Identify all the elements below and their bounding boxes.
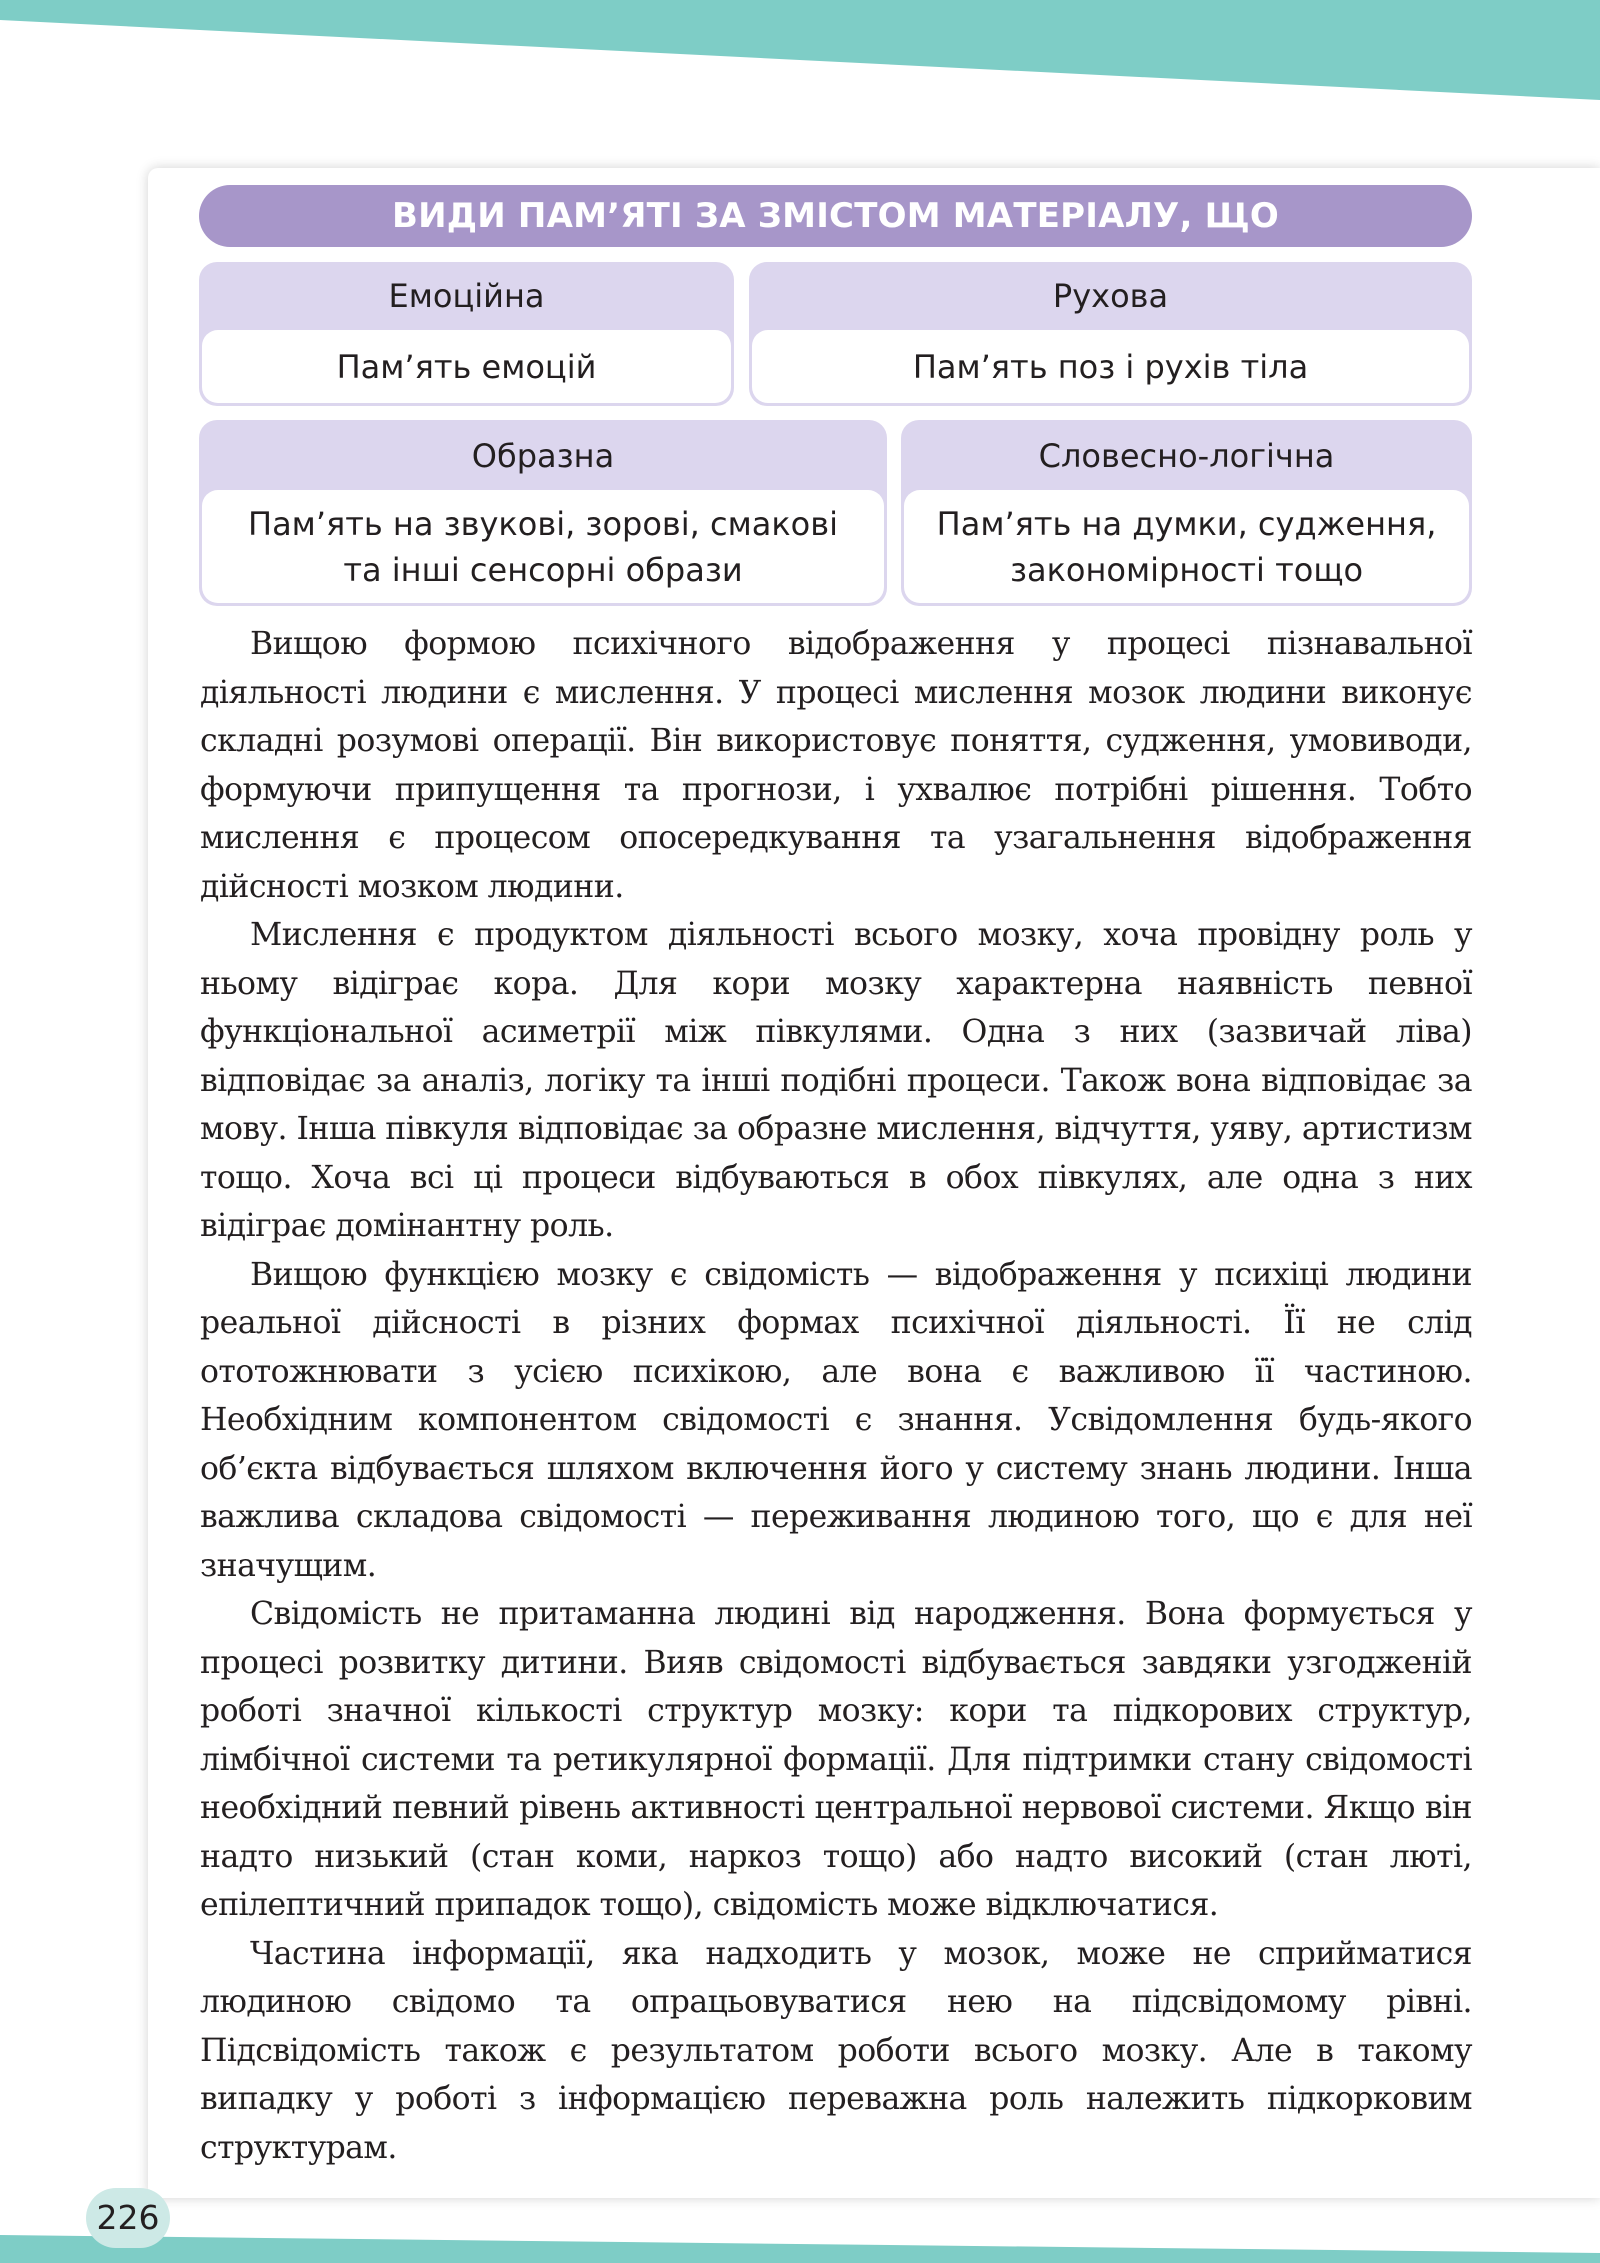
description-line: та інші сенсорні образи — [343, 550, 743, 589]
description-line: Пам’ять на звукові, зорові, смакові — [248, 504, 838, 543]
memory-type-name: Словесно-логічна — [1038, 437, 1335, 475]
memory-type-figurative — [199, 420, 887, 606]
paragraph: Частина інформації, яка надходить у мозок, може не сприйматися людиною свідомо та опрацьовуватися нею на підсвідомому рівні. Підсвідомість також є результатом роботи всього мозку. Але в такому випадку у роботі з інформацією переважна роль належить підкорковим структурам. — [200, 1935, 1472, 2166]
page-number: 226 — [86, 2188, 170, 2248]
memory-type-name: Емоційна — [388, 277, 545, 315]
description-line: Пам’ять на думки, судження, — [936, 504, 1437, 543]
paragraph: Свідомість не притаманна людині від народження. Вона формується у процесі розвитку дитини. Вияв свідомості відбувається завдяки узгодженій роботі значної кількості структур мозку: кори та підкорових структур, лімбічної системи та ретикулярної формації. Для підтримки стану свідомості необхідний певний рівень активності центральної нервової системи. Якщо він надто низький (стан коми, наркоз тощо) або надто високий (стан люті, епілептичний припадок тощо), свідомість може відключатися. — [200, 1596, 1472, 1923]
memory-type-description: Пам’ять емоцій — [202, 330, 731, 403]
paragraph: Мислення є продуктом діяльності всього мозку, хоча провідну роль у ньому відіграє кора. Для кори мозку характерна наявність певної функціональної асиметрії між півкулями. Одна з них (зазвичай ліва) відповідає за аналіз, логіку та інші подібні процеси. Також вона відповідає за мову. Інша півкуля відповідає за образне мислення, відчуття, уяву, артистизм тощо. Хоча всі ці процеси відбуваються в обох півкулях, але одна з них відіграє домінантну роль. — [200, 917, 1472, 1244]
memory-type-description: Пам’ять поз і рухів тіла — [752, 330, 1469, 403]
memory-type-name: Образна — [471, 437, 615, 475]
description-line: закономірності тощо — [1009, 550, 1364, 589]
body-text — [200, 620, 1472, 2172]
bottom-decorative-band — [0, 2195, 1600, 2263]
memory-type-name: Рухова — [1052, 277, 1169, 315]
paragraph: Вищою формою психічного відображення у процесі пізнавальної діяльності людини є мислення. У процесі мислення мозок людини виконує складні розумові операції. Він використовує поняття, судження, умовиводи, формуючи припущення та прогнози, і ухвалює потрібні рішення. Тобто мислення є процесом опосередкування та узагальнення відображення дійсності мозком людини. — [200, 626, 1472, 905]
diagram-title: ВИДИ ПАМ’ЯТІ ЗА ЗМІСТОМ МАТЕРІАЛУ, ЩО — [199, 185, 1472, 247]
top-decorative-band — [0, 0, 1600, 110]
paragraph: Вищою функцією мозку є свідомість — відображення у психіці людини реальної дійсності в різних формах психічної діяльності. Її не слід ототожнювати з усією психікою, але вона є важливою її частиною. Необхідним компонентом свідомості є знання. Усвідомлення будь-якого об’єкта відбувається шляхом включення його у систему знань людини. Інша важлива складова свідомості — переживання людиною того, що є для неї значущим. — [200, 1256, 1472, 1584]
memory-type-description — [202, 490, 884, 603]
memory-type-description — [904, 490, 1469, 603]
memory-type-verbal-logical — [901, 420, 1472, 606]
memory-type-motor — [749, 262, 1472, 406]
memory-type-emotional — [199, 262, 734, 406]
